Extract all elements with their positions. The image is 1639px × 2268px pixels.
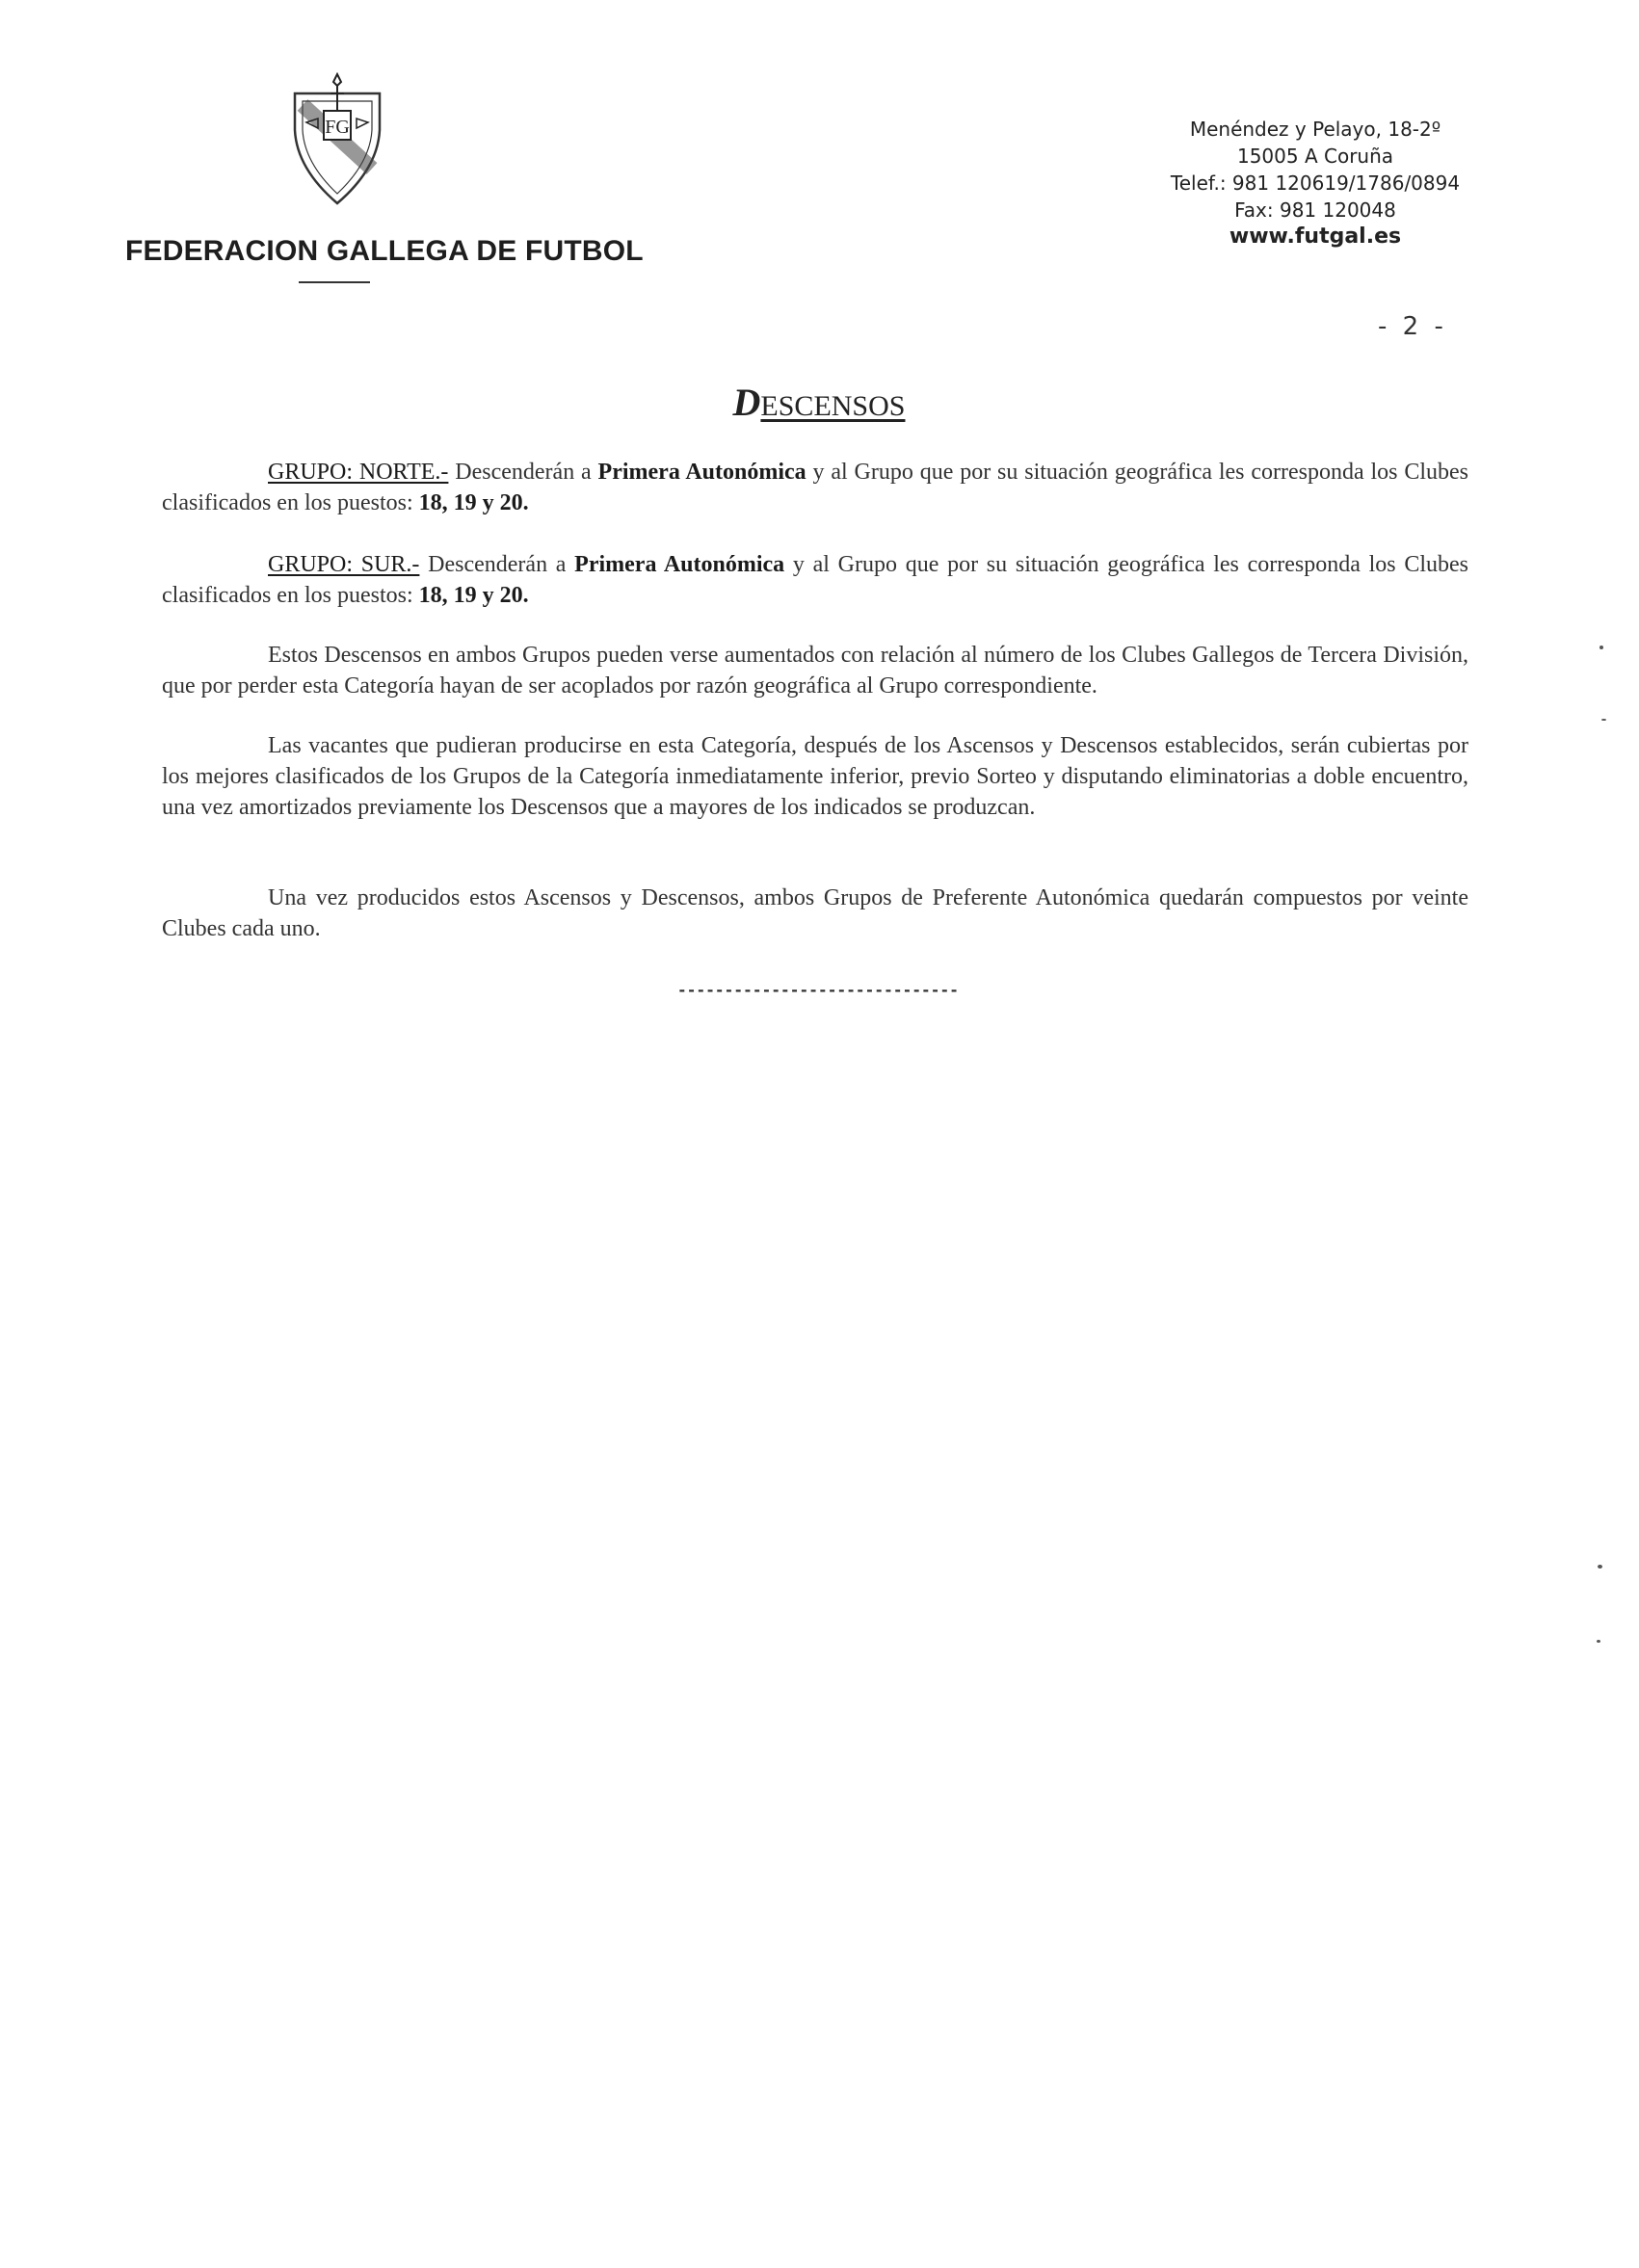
organization-name: FEDERACION GALLEGA DE FUTBOL [125, 235, 644, 267]
scan-speck [1599, 646, 1603, 649]
grupo-sur-text-a: Descenderán a [419, 552, 575, 577]
paragraph-composicion: Una vez producidos estos Ascensos y Descensos, ambos Grupos de Preferente Autonómica quedarán compuestos por veinte Clubes cada uno. [162, 885, 1468, 941]
header-divider [299, 281, 370, 283]
scan-speck [1601, 719, 1606, 721]
fax-number: Fax: 981 120048 [1234, 198, 1396, 222]
svg-text:FG: FG [325, 117, 350, 138]
grupo-norte-text-b: y al Grupo que por su situación geográfica les corresponda los Clubes clasificados en los puestos: [162, 460, 1469, 515]
grupo-sur-positions: 18, 19 y 20. [418, 583, 529, 608]
grupo-sur-paragraph [162, 549, 1468, 611]
grupo-sur-label: GRUPO: SUR.- [268, 552, 420, 577]
grupo-norte-label: GRUPO: NORTE.- [268, 460, 449, 485]
section-title [674, 380, 964, 425]
contact-block [1156, 116, 1474, 251]
grupo-sur-category: Primera Autonómica [574, 552, 785, 577]
grupo-norte-text-a: Descenderán a [448, 460, 598, 485]
website-link[interactable]: www.futgal.es [1229, 224, 1402, 249]
end-of-text-divider: ------------------------------ [677, 981, 959, 999]
paragraph-tercera-division: Estos Descensos en ambos Grupos pueden verse aumentados con relación al número de los Clubes Gallegos de Tercera División, que por perder esta Categoría hayan de ser acoplados por razón geográfica al Grupo correspondiente. [162, 643, 1468, 699]
grupo-sur-text-b: y al Grupo que por su situación geográfica les corresponda los Clubes clasificados en los puestos: [162, 552, 1469, 608]
grupo-norte-positions: 18, 19 y 20. [418, 490, 529, 515]
scan-speck [1598, 1565, 1602, 1569]
section-title-initial: D [732, 381, 761, 424]
address-street: Menéndez y Pelayo, 18-2º [1189, 118, 1441, 141]
federation-crest-icon [289, 72, 385, 207]
scan-speck [1597, 1640, 1600, 1643]
section-title-rest: ESCENSOS [760, 390, 906, 422]
phone-numbers: Telef.: 981 120619/1786/0894 [1170, 171, 1461, 195]
page-number: - 2 - [1378, 312, 1447, 341]
paragraph-vacantes: Las vacantes que pudieran producirse en esta Categoría, después de los Ascensos y Descensos establecidos, serán cubiertas por los mejores clasificados de los Grupos de la Categoría inmediatamente inferior, previo Sorteo y disputando eliminatorias a doble encuentro, una vez amortizados previamente los Descensos que a mayores de los indicados se produzcan. [162, 733, 1468, 820]
address-city: 15005 A Coruña [1236, 145, 1394, 168]
grupo-norte-category: Primera Autonómica [597, 460, 806, 485]
grupo-norte-paragraph [162, 457, 1468, 518]
